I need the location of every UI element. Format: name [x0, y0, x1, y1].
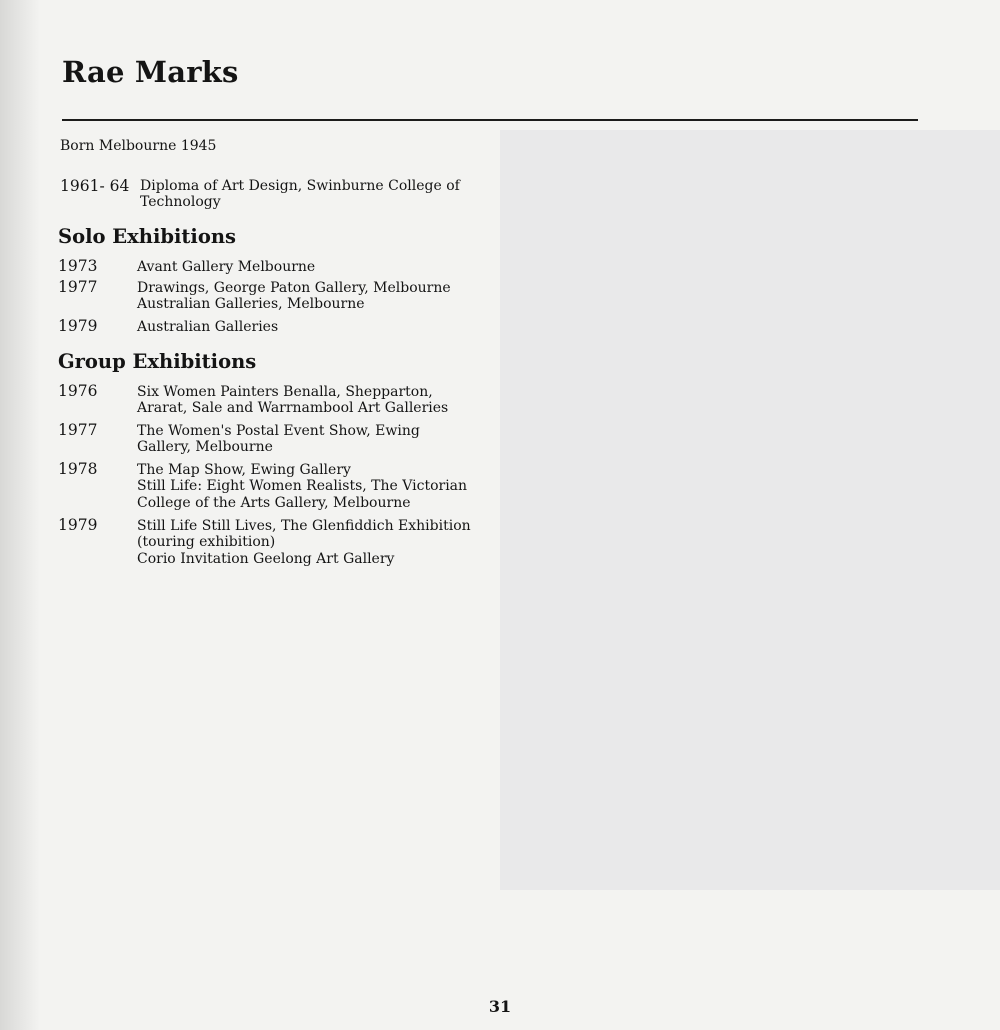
entry-line: (touring exhibition) — [137, 534, 276, 551]
book-gutter-shadow — [0, 0, 40, 1030]
education-year: 1961- 64 — [60, 177, 130, 195]
entry-description — [137, 518, 497, 567]
entry-description — [137, 319, 497, 335]
entry-year: 1979 — [58, 317, 98, 335]
entry-description — [137, 423, 497, 456]
group-exhibitions-heading: Group Exhibitions — [58, 350, 257, 373]
entry-line: Corio Invitation Geelong Art Gallery — [137, 550, 395, 567]
entry-line: Australian Galleries — [137, 319, 279, 335]
entry-year: 1973 — [58, 257, 98, 275]
entry-year: 1979 — [58, 516, 98, 534]
entry-line: Australian Galleries, Melbourne — [137, 296, 365, 313]
birth-info: Born Melbourne 1945 — [60, 138, 217, 154]
entry-line: Drawings, George Paton Gallery, Melbourne — [137, 280, 451, 296]
education-line: Diploma of Art Design, Swinburne College of — [140, 178, 460, 194]
entry-line: Gallery, Melbourne — [137, 439, 273, 456]
entry-line: Still Life Still Lives, The Glenfiddich Exhibition — [137, 518, 471, 534]
entry-line: Ararat, Sale and Warrnambool Art Galleries — [137, 400, 449, 417]
entry-line: Still Life: Eight Women Realists, The Victorian — [137, 478, 468, 495]
entry-year: 1977 — [58, 421, 98, 439]
entry-line: The Women's Postal Event Show, Ewing — [137, 423, 420, 439]
entry-year: 1976 — [58, 382, 98, 400]
title-rule — [62, 119, 918, 121]
entry-line: Six Women Painters Benalla, Shepparton, — [137, 384, 433, 400]
entry-year: 1978 — [58, 460, 98, 478]
entry-year: 1977 — [58, 278, 98, 296]
education-description — [140, 178, 500, 210]
education-line: Technology — [140, 194, 221, 210]
entry-description — [137, 280, 497, 313]
entry-description — [137, 384, 497, 417]
entry-description — [137, 259, 497, 275]
entry-line: Avant Gallery Melbourne — [137, 259, 316, 275]
entry-description — [137, 462, 497, 511]
solo-exhibitions-heading: Solo Exhibitions — [58, 225, 236, 248]
entry-line: College of the Arts Gallery, Melbourne — [137, 494, 411, 511]
page-number: 31 — [488, 997, 512, 1016]
entry-line: The Map Show, Ewing Gallery — [137, 462, 351, 478]
artist-name-title: Rae Marks — [62, 55, 239, 89]
show-through-image — [500, 130, 1000, 890]
